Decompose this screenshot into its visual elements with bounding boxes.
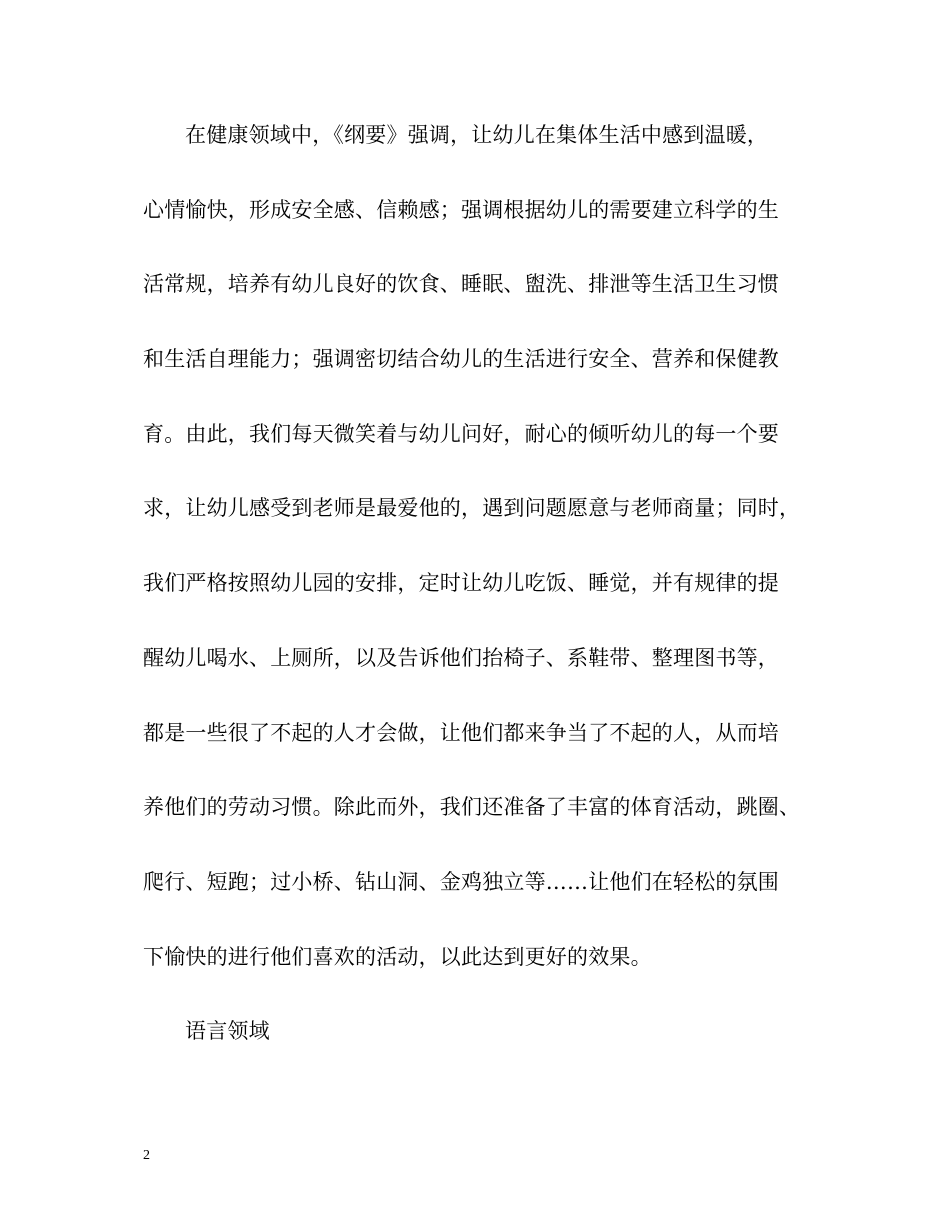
paragraph-health-line-5: 育。由此，我们每天微笑着与幼儿问好，耐心的倾听幼儿的每一个要 [143, 421, 779, 446]
section-heading-language: 语言领域 [185, 1019, 270, 1044]
document-body [143, 122, 818, 1093]
paragraph-health-line-2: 心情愉快，形成安全感、信赖感；强调根据幼儿的需要建立科学的生 [143, 197, 779, 222]
paragraph-health-line-8: 醒幼儿喝水、上厕所，以及告诉他们抬椅子、系鞋带、整理图书等， [143, 645, 779, 670]
page-number: 2 [143, 1148, 150, 1163]
paragraph-health-line-6: 求，让幼儿感受到老师是最爱他的，遇到问题愿意与老师商量；同时， [143, 496, 801, 521]
paragraph-health-line-9: 都是一些很了不起的人才会做，让他们都来争当了不起的人，从而培 [143, 720, 779, 745]
paragraph-health-line-1: 在健康领域中，《纲要》强调，让幼儿在集体生活中感到温暖， [185, 123, 769, 147]
paragraph-health-line-10: 养他们的劳动习惯。除此而外，我们还准备了丰富的体育活动，跳圈、 [143, 795, 801, 820]
paragraph-health-line-7: 我们严格按照幼儿园的安排，定时让幼儿吃饭、睡觉，并有规律的提 [143, 571, 779, 596]
paragraph-health-line-12: 下愉快的进行他们喜欢的活动，以此达到更好的效果。 [143, 944, 652, 969]
paragraph-health-line-4: 和生活自理能力；强调密切结合幼儿的生活进行安全、营养和保健教 [143, 347, 779, 372]
paragraph-health-line-11: 爬行、短跑；过小桥、钻山洞、金鸡独立等……让他们在轻松的氛围 [143, 869, 779, 894]
paragraph-health-line-3: 活常规，培养有幼儿良好的饮食、睡眠、盥洗、排泄等生活卫生习惯 [143, 272, 779, 297]
